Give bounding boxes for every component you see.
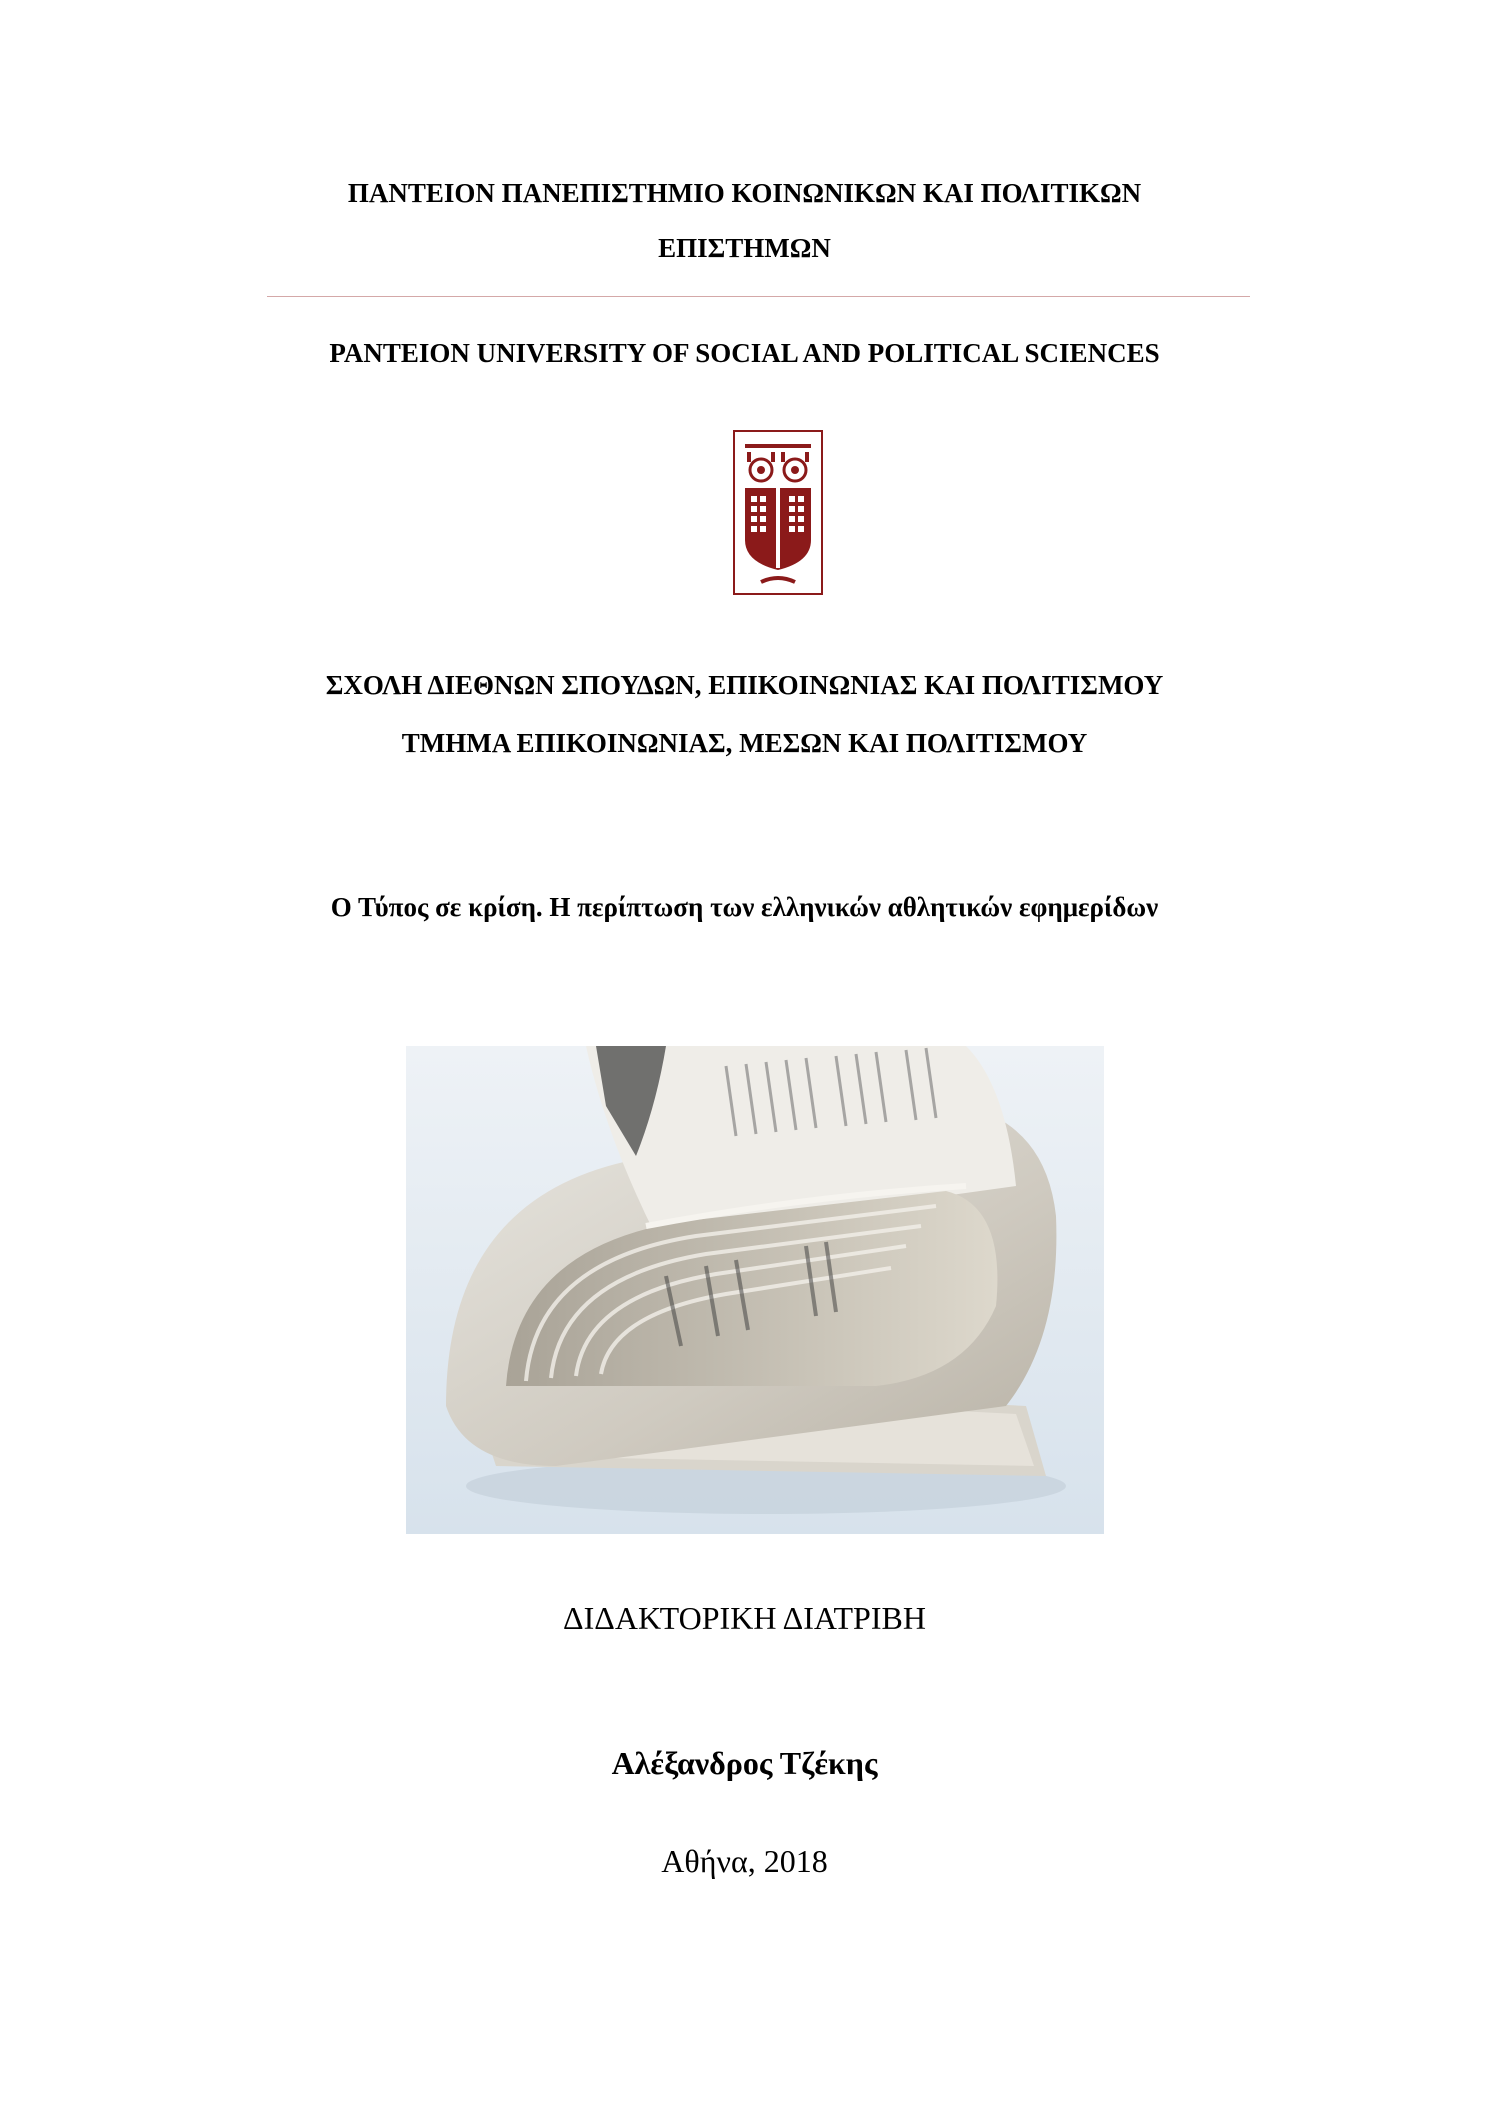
school-name: ΣΧΟΛΗ ΔΙΕΘΝΩΝ ΣΠΟΥΔΩΝ, ΕΠΙΚΟΙΝΩΝΙΑΣ ΚΑΙ ΠΟΛΙΤΙΣΜΟΥ (325, 670, 1164, 700)
department-name: ΤΜΗΜΑ ΕΠΙΚΟΙΝΩΝΙΑΣ, ΜΕΣΩΝ ΚΑΙ ΠΟΛΙΤΙΣΜΟΥ (401, 728, 1088, 758)
document-type: ΔΙΔΑΚΤΟΡΙΚΗ ΔΙΑΤΡΙΒΗ (563, 1600, 926, 1636)
university-name-greek-line1: ΠΑΝΤΕΙΟΝ ΠΑΝΕΠΙΣΤΗΜΙΟ ΚΟΙΝΩΝΙΚΩΝ ΚΑΙ ΠΟΛΙΤΙΚΩΝ (347, 178, 1142, 208)
university-name-english: PANTEION UNIVERSITY OF SOCIAL AND POLITICAL SCIENCES (329, 338, 1160, 368)
rolled-newspaper-image (406, 1046, 1104, 1534)
thesis-title: Ο Τύπος σε κρίση. Η περίπτωση των ελληνικών αθλητικών εφημερίδων (330, 892, 1159, 922)
header-divider (267, 296, 1250, 297)
university-crest-logo (733, 430, 823, 595)
place-and-date: Αθήνα, 2018 (661, 1843, 828, 1879)
author-name: Αλέξανδρος Τζέκης (611, 1745, 878, 1781)
university-name-greek-line2: ΕΠΙΣΤΗΜΩΝ (658, 233, 831, 263)
